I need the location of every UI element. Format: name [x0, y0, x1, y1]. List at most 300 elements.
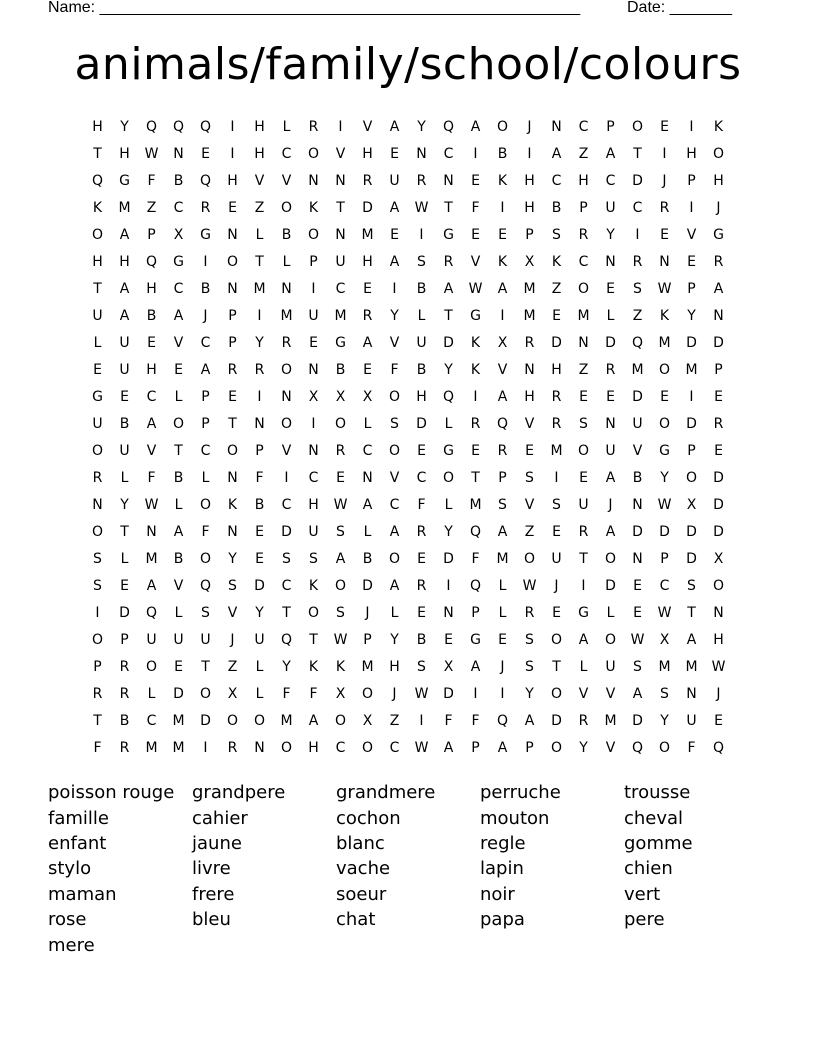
grid-letter: U	[92, 307, 103, 324]
grid-letter: O	[334, 415, 347, 432]
grid-letter: P	[309, 253, 318, 270]
grid-letter: R	[362, 172, 373, 189]
grid-letter: D	[119, 604, 130, 621]
grid-letter: X	[686, 496, 697, 513]
grid-letter: B	[335, 361, 346, 378]
grid-letter: D	[632, 712, 643, 729]
grid-letter: E	[714, 712, 723, 729]
grid-letter: H	[551, 361, 562, 378]
grid-row	[84, 437, 734, 464]
grid-letter: O	[199, 550, 212, 567]
word-bank-item: rose	[48, 909, 87, 931]
grid-letter: J	[203, 307, 208, 324]
grid-letter: S	[525, 631, 534, 648]
grid-letter: R	[335, 442, 346, 459]
grid-letter: T	[687, 604, 696, 621]
grid-letter: I	[230, 118, 235, 135]
grid-letter: A	[389, 577, 400, 594]
grid-letter: R	[443, 253, 454, 270]
word-bank-item: mere	[48, 934, 95, 956]
grid-letter: Q	[712, 739, 725, 756]
grid-letter: D	[605, 577, 616, 594]
grid-letter: G	[335, 334, 346, 351]
grid-letter: G	[578, 604, 589, 621]
grid-letter: X	[227, 685, 238, 702]
grid-letter: O	[91, 226, 104, 243]
word-bank-item: maman	[48, 883, 117, 905]
grid-letter: F	[147, 172, 156, 189]
grid-letter: E	[660, 118, 669, 135]
grid-letter: E	[444, 631, 453, 648]
grid-letter: J	[527, 118, 532, 135]
grid-letter: L	[282, 118, 291, 135]
grid-letter: C	[389, 496, 400, 513]
grid-letter: R	[281, 334, 292, 351]
grid-letter: A	[605, 469, 616, 486]
grid-letter: X	[308, 388, 319, 405]
grid-letter: F	[417, 496, 426, 513]
grid-letter: Y	[282, 658, 291, 675]
grid-letter: D	[443, 334, 454, 351]
grid-letter: G	[119, 172, 130, 189]
grid-letter: K	[335, 658, 346, 675]
grid-letter: T	[120, 523, 129, 540]
grid-letter: Q	[199, 577, 212, 594]
grid-letter: C	[281, 496, 292, 513]
grid-letter: I	[473, 388, 478, 405]
grid-letter: K	[551, 253, 562, 270]
grid-letter: P	[228, 307, 237, 324]
grid-letter: S	[228, 577, 237, 594]
grid-letter: B	[146, 307, 157, 324]
grid-letter: S	[93, 550, 102, 567]
grid-letter: Z	[578, 145, 589, 162]
grid-letter: I	[95, 604, 100, 621]
grid-letter: Y	[228, 550, 237, 567]
grid-letter: G	[443, 226, 454, 243]
grid-letter: S	[633, 280, 642, 297]
grid-letter: L	[174, 604, 183, 621]
grid-letter: U	[146, 631, 157, 648]
grid-letter: A	[335, 550, 346, 567]
grid-letter: D	[686, 334, 697, 351]
grid-letter: U	[308, 523, 319, 540]
grid-letter: V	[470, 253, 481, 270]
word-bank-row	[48, 831, 788, 856]
grid-letter: O	[388, 442, 401, 459]
grid-row	[84, 410, 734, 437]
grid-letter: E	[120, 388, 129, 405]
grid-letter: E	[498, 631, 507, 648]
grid-letter: U	[119, 361, 130, 378]
grid-letter: H	[362, 145, 373, 162]
grid-letter: D	[173, 685, 184, 702]
grid-letter: O	[226, 442, 239, 459]
grid-letter: C	[659, 577, 670, 594]
grid-row	[84, 140, 734, 167]
grid-letter: D	[713, 334, 724, 351]
grid-letter: E	[714, 388, 723, 405]
grid-letter: F	[309, 685, 318, 702]
grid-letter: O	[712, 577, 725, 594]
grid-letter: A	[146, 577, 157, 594]
grid-letter: D	[686, 523, 697, 540]
grid-letter: H	[254, 145, 265, 162]
grid-letter: E	[471, 226, 480, 243]
grid-letter: H	[254, 118, 265, 135]
grid-letter: P	[525, 226, 534, 243]
grid-letter: T	[444, 307, 453, 324]
grid-letter: M	[280, 712, 293, 729]
grid-row	[84, 734, 734, 761]
grid-letter: I	[392, 280, 397, 297]
grid-letter: S	[201, 604, 210, 621]
grid-letter: D	[281, 523, 292, 540]
grid-letter: E	[579, 388, 588, 405]
grid-letter: I	[203, 253, 208, 270]
grid-letter: H	[119, 253, 130, 270]
grid-letter: F	[93, 739, 102, 756]
grid-letter: S	[687, 577, 696, 594]
grid-letter: W	[414, 685, 429, 702]
grid-letter: Q	[469, 523, 482, 540]
grid-letter: T	[336, 199, 345, 216]
grid-row	[84, 518, 734, 545]
grid-letter: K	[497, 253, 508, 270]
word-bank-item: gomme	[624, 832, 693, 854]
grid-letter: S	[282, 550, 291, 567]
grid-letter: Y	[417, 118, 426, 135]
grid-letter: U	[335, 253, 346, 270]
grid-letter: W	[414, 199, 429, 216]
grid-letter: E	[228, 199, 237, 216]
grid-letter: M	[604, 712, 617, 729]
grid-letter: M	[469, 496, 482, 513]
grid-letter: R	[227, 739, 238, 756]
grid-row	[84, 167, 734, 194]
grid-letter: A	[389, 199, 400, 216]
grid-letter: D	[713, 523, 724, 540]
grid-letter: E	[633, 604, 642, 621]
word-bank-item: vert	[624, 883, 661, 905]
grid-letter: A	[200, 361, 211, 378]
grid-letter: A	[119, 226, 130, 243]
grid-letter: D	[362, 577, 373, 594]
grid-letter: G	[92, 388, 103, 405]
grid-letter: I	[338, 118, 343, 135]
grid-letter: I	[230, 145, 235, 162]
grid-letter: X	[713, 550, 724, 567]
grid-letter: R	[470, 415, 481, 432]
grid-letter: C	[200, 334, 211, 351]
grid-letter: S	[660, 685, 669, 702]
grid-letter: M	[523, 307, 536, 324]
grid-letter: V	[362, 118, 373, 135]
grid-row	[84, 383, 734, 410]
grid-letter: T	[282, 604, 291, 621]
grid-letter: Y	[606, 226, 615, 243]
grid-letter: Q	[442, 388, 455, 405]
grid-letter: O	[280, 415, 293, 432]
grid-letter: O	[199, 496, 212, 513]
grid-letter: K	[308, 658, 319, 675]
grid-letter: E	[93, 361, 102, 378]
word-bank-item: mouton	[480, 807, 550, 829]
grid-letter: I	[473, 145, 478, 162]
grid-letter: F	[471, 199, 480, 216]
word-bank-row	[48, 907, 788, 932]
grid-letter: E	[147, 334, 156, 351]
grid-letter: O	[496, 118, 509, 135]
grid-letter: U	[254, 631, 265, 648]
grid-letter: V	[173, 334, 184, 351]
grid-letter: F	[147, 469, 156, 486]
grid-row	[84, 356, 734, 383]
word-bank-row	[48, 805, 788, 830]
grid-letter: S	[309, 550, 318, 567]
grid-letter: X	[659, 631, 670, 648]
grid-letter: L	[201, 469, 210, 486]
grid-letter: D	[443, 685, 454, 702]
grid-letter: E	[552, 604, 561, 621]
grid-letter: T	[444, 199, 453, 216]
grid-letter: A	[443, 280, 454, 297]
grid-letter: O	[658, 361, 671, 378]
grid-letter: D	[686, 550, 697, 567]
grid-letter: H	[713, 631, 724, 648]
grid-letter: E	[201, 145, 210, 162]
grid-letter: D	[686, 415, 697, 432]
word-bank-item: vache	[336, 858, 391, 880]
grid-letter: N	[227, 523, 238, 540]
grid-letter: O	[280, 739, 293, 756]
grid-letter: T	[579, 550, 588, 567]
grid-letter: Y	[444, 361, 453, 378]
grid-letter: B	[416, 631, 427, 648]
grid-letter: I	[203, 739, 208, 756]
grid-row	[84, 545, 734, 572]
grid-letter: A	[362, 496, 373, 513]
grid-letter: G	[443, 442, 454, 459]
grid-letter: L	[444, 415, 453, 432]
grid-letter: J	[230, 631, 235, 648]
grid-letter: N	[254, 415, 265, 432]
grid-letter: H	[524, 388, 535, 405]
grid-letter: O	[442, 469, 455, 486]
grid-letter: O	[550, 739, 563, 756]
grid-letter: S	[498, 496, 507, 513]
grid-letter: H	[146, 280, 157, 297]
grid-letter: E	[390, 226, 399, 243]
grid-letter: E	[417, 604, 426, 621]
grid-letter: N	[92, 496, 103, 513]
grid-letter: L	[606, 307, 615, 324]
grid-letter: R	[659, 199, 670, 216]
grid-letter: U	[200, 631, 211, 648]
grid-letter: S	[552, 496, 561, 513]
grid-letter: Y	[120, 496, 129, 513]
grid-letter: O	[361, 685, 374, 702]
grid-letter: V	[686, 226, 697, 243]
grid-letter: B	[119, 415, 130, 432]
grid-letter: A	[470, 658, 481, 675]
grid-letter: V	[389, 469, 400, 486]
grid-letter: U	[389, 172, 400, 189]
grid-row	[84, 248, 734, 275]
grid-letter: U	[632, 415, 643, 432]
grid-letter: H	[389, 658, 400, 675]
word-bank-item: regle	[480, 832, 526, 854]
word-bank-item: cochon	[336, 807, 401, 829]
word-bank-item: livre	[192, 858, 231, 880]
grid-letter: C	[578, 118, 589, 135]
grid-letter: D	[659, 523, 670, 540]
grid-letter: N	[335, 226, 346, 243]
grid-letter: I	[689, 118, 694, 135]
grid-letter: P	[660, 550, 669, 567]
grid-letter: E	[498, 226, 507, 243]
grid-letter: S	[390, 415, 399, 432]
grid-letter: U	[416, 334, 427, 351]
grid-letter: E	[660, 388, 669, 405]
grid-row	[84, 572, 734, 599]
grid-letter: Z	[551, 280, 562, 297]
grid-letter: B	[173, 172, 184, 189]
grid-letter: C	[281, 145, 292, 162]
grid-letter: L	[120, 550, 129, 567]
grid-letter: P	[714, 361, 723, 378]
grid-letter: K	[470, 361, 481, 378]
grid-letter: U	[551, 550, 562, 567]
grid-letter: N	[524, 361, 535, 378]
grid-letter: V	[524, 415, 535, 432]
word-bank-item: jaune	[192, 832, 242, 854]
grid-letter: O	[361, 739, 374, 756]
grid-letter: L	[255, 658, 264, 675]
grid-letter: S	[417, 253, 426, 270]
grid-letter: M	[631, 361, 644, 378]
grid-letter: D	[443, 550, 454, 567]
grid-letter: D	[416, 415, 427, 432]
grid-letter: C	[605, 172, 616, 189]
grid-letter: E	[174, 658, 183, 675]
grid-letter: M	[577, 307, 590, 324]
grid-letter: I	[581, 577, 586, 594]
grid-letter: B	[416, 361, 427, 378]
grid-letter: L	[174, 496, 183, 513]
grid-letter: A	[308, 712, 319, 729]
grid-letter: W	[657, 280, 672, 297]
grid-letter: M	[550, 442, 563, 459]
grid-letter: C	[578, 253, 589, 270]
grid-letter: E	[687, 253, 696, 270]
grid-letter: L	[255, 226, 264, 243]
grid-letter: Z	[227, 658, 238, 675]
grid-letter: Q	[91, 172, 104, 189]
grid-letter: D	[632, 523, 643, 540]
grid-letter: O	[604, 631, 617, 648]
word-bank	[48, 780, 788, 958]
grid-letter: R	[119, 685, 130, 702]
grid-letter: I	[662, 145, 667, 162]
grid-letter: I	[257, 388, 262, 405]
grid-letter: K	[308, 577, 319, 594]
grid-row	[84, 653, 734, 680]
grid-letter: R	[308, 118, 319, 135]
grid-letter: G	[713, 226, 724, 243]
grid-letter: B	[119, 712, 130, 729]
grid-letter: V	[254, 172, 265, 189]
grid-letter: O	[550, 685, 563, 702]
grid-letter: C	[335, 280, 346, 297]
grid-letter: R	[578, 712, 589, 729]
grid-letter: T	[201, 658, 210, 675]
grid-letter: D	[254, 577, 265, 594]
grid-letter: R	[362, 307, 373, 324]
grid-letter: N	[362, 469, 373, 486]
grid-letter: P	[471, 739, 480, 756]
grid-letter: V	[632, 442, 643, 459]
word-bank-item: bleu	[192, 909, 231, 931]
grid-letter: A	[173, 307, 184, 324]
grid-letter: D	[362, 199, 373, 216]
grid-letter: N	[281, 280, 292, 297]
grid-letter: F	[687, 739, 696, 756]
grid-letter: Z	[146, 199, 157, 216]
grid-letter: P	[579, 199, 588, 216]
grid-letter: C	[632, 199, 643, 216]
grid-letter: O	[145, 658, 158, 675]
grid-letter: O	[577, 442, 590, 459]
grid-letter: L	[444, 496, 453, 513]
grid-letter: Q	[172, 118, 185, 135]
grid-letter: E	[363, 280, 372, 297]
grid-letter: S	[336, 604, 345, 621]
grid-row	[84, 194, 734, 221]
grid-letter: L	[147, 685, 156, 702]
grid-letter: N	[227, 280, 238, 297]
grid-letter: B	[254, 496, 265, 513]
grid-letter: O	[91, 523, 104, 540]
grid-letter: R	[578, 226, 589, 243]
grid-letter: A	[389, 253, 400, 270]
grid-letter: O	[550, 631, 563, 648]
grid-letter: M	[523, 280, 536, 297]
grid-letter: P	[687, 442, 696, 459]
grid-letter: B	[173, 469, 184, 486]
grid-letter: L	[417, 307, 426, 324]
word-bank-row	[48, 932, 788, 957]
grid-letter: N	[146, 523, 157, 540]
grid-letter: W	[657, 604, 672, 621]
word-bank-item: blanc	[336, 832, 385, 854]
grid-letter: T	[93, 712, 102, 729]
grid-letter: R	[551, 415, 562, 432]
grid-letter: W	[144, 145, 159, 162]
grid-letter: L	[390, 604, 399, 621]
grid-letter: E	[255, 523, 264, 540]
grid-letter: C	[362, 442, 373, 459]
grid-letter: Y	[120, 118, 129, 135]
grid-letter: O	[577, 280, 590, 297]
grid-letter: F	[471, 550, 480, 567]
grid-letter: H	[119, 145, 130, 162]
grid-letter: B	[632, 469, 643, 486]
grid-letter: U	[308, 307, 319, 324]
grid-letter: Q	[442, 118, 455, 135]
grid-letter: J	[716, 199, 721, 216]
grid-letter: P	[120, 631, 129, 648]
